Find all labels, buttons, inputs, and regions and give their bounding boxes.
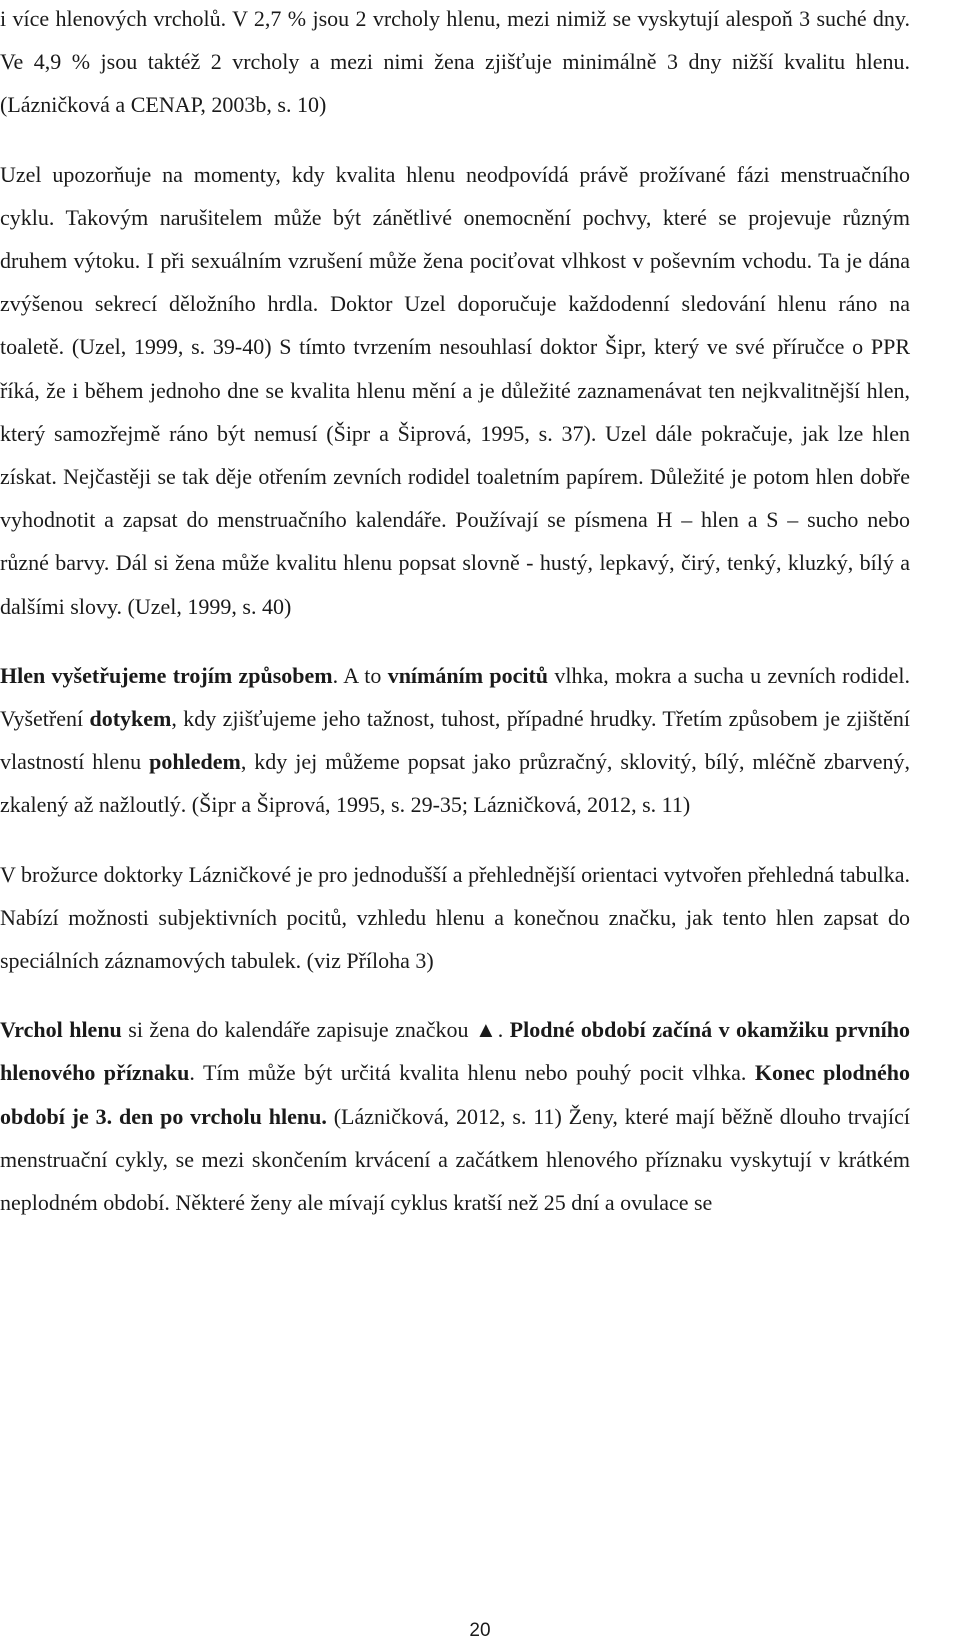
text-run: , kdy jej můžeme popsat jako průzračný, sklovitý, bílý, mléčně zbarvený, zkalený až nažloutlý. (Šipr a Šiprová, 1995, s. 29-35; Lázničková, 2012, s. 11) xyxy=(0,749,911,818)
paragraph xyxy=(0,654,910,827)
bold-text-run: Konec plodného období je 3. den po vrcholu hlenu. xyxy=(0,1060,910,1129)
paragraph xyxy=(0,153,910,628)
bold-text-run: vnímáním pocitů xyxy=(387,662,549,688)
text-run: Uzel upozorňuje na momenty, kdy kvalita hlenu neodpovídá právě prožívané fázi menstruačního cyklu. Takovým narušitelem může být zánětlivé onemocnění pochvy, které se projevuje různým druhem výtoku. I při sexuálním vzrušení může žena pociťovat vlhkost v poševním vchodu. Ta je dána zvýšenou sekrecí děložního hrdla. Doktor Uzel doporučuje každodenní sledování hlenu ráno na toaletě. (Uzel, 1999, s. 39-40) S tímto tvrzením nesouhlasí doktor Šipr, který ve své příručce o PPR říká, že i během jednoho dne se kvalita hlenu mění a je důležité zaznamenávat ten nejkvalitnější hlen, který samozřejmě ráno být nemusí (Šipr a Šiprová, 1995, s. 37). Uzel dále pokračuje, jak lze hlen získat. Nejčastěji se tak děje otřením zevních rodidel toaletním papírem. Důležité je potom hlen dobře vyhodnotit a zapsat do menstruačního kalendáře. Používají se písmena H – hlen a S – sucho nebo různé barvy. Dál si žena může kvalitu hlenu popsat slovně - hustý, lepkavý, čirý, tenký, kluzký, bílý a dalšími slovy. (Uzel, 1999, s. 40) xyxy=(0,161,910,619)
text-run: . A to xyxy=(332,662,388,688)
paragraph xyxy=(0,0,910,127)
text-run: . Tím může být určitá kvalita hlenu nebo pouhý pocit vlhka. xyxy=(189,1060,755,1086)
triangle-symbol: ▲ xyxy=(474,1017,498,1043)
text-run: , kdy zjišťujeme jeho tažnost, tuhost, případné hrudky. Třetím způsobem je zjištění vlastností hlenu xyxy=(0,706,911,775)
text-run: . xyxy=(497,1017,510,1043)
text-run: V brožurce doktorky Lázničkové je pro jednodušší a přehlednější orientaci vytvořen přehledná tabulka. Nabízí možnosti subjektivních pocitů, vzhledu hlenu a konečnou značku, jak tento hlen zapsat do speciálních záznamových tabulek. (viz Příloha 3) xyxy=(0,861,910,974)
bold-text-run: dotykem xyxy=(89,706,172,732)
text-run: i více hlenových vrcholů. V 2,7 % jsou 2 vrcholy hlenu, mezi nimiž se vyskytují alespoň 3 suché dny. Ve 4,9 % jsou taktéž 2 vrcholy a mezi nimi žena zjišťuje minimálně 3 dny nižší kvalitu hlenu. (Lázničková a CENAP, 2003b, s. 10) xyxy=(0,6,910,118)
bold-text-run: Plodné období začíná v okamžiku prvního hlenového příznaku xyxy=(0,1017,910,1086)
paragraph xyxy=(0,853,910,983)
bold-text-run: pohledem xyxy=(149,749,241,775)
paragraph xyxy=(0,1008,910,1224)
bold-text-run: Hlen vyšetřujeme trojím způsobem xyxy=(0,662,333,688)
bold-text-run: Vrchol hlenu xyxy=(0,1017,122,1043)
text-run: vlhka, mokra a sucha u zevních rodidel. Vyšetření xyxy=(0,662,910,732)
text-run: si žena do kalendáře zapisuje značkou xyxy=(121,1017,475,1043)
text-run: (Lázničková, 2012, s. 11) Ženy, které mají běžně dlouho trvající menstruační cykly, se mezi skončením krvácení a začátkem hlenového příznaku vyskytují v krátkém neplodném období. Některé ženy ale mívají cyklus kratší než 25 dní a ovulace se xyxy=(0,1103,910,1216)
page-number: 20 xyxy=(469,1620,491,1641)
